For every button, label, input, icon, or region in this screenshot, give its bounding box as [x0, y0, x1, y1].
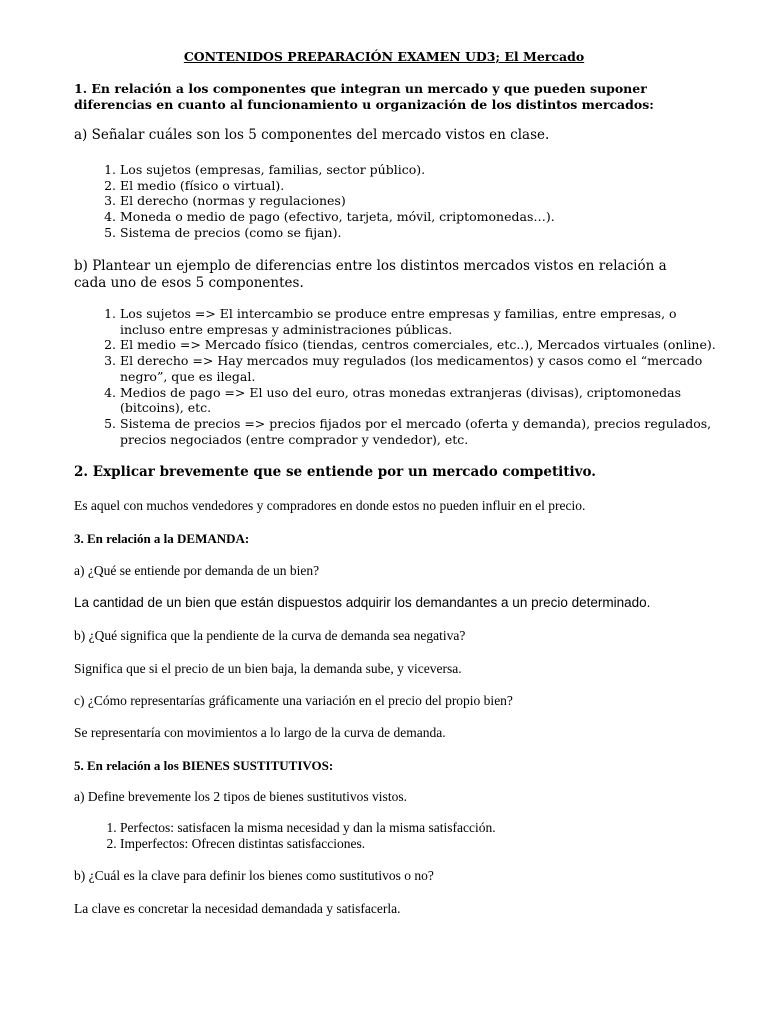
list-item: 2. El medio (físico o virtual).: [120, 178, 720, 194]
q1-a-question: a) Señalar cuáles son los 5 componentes del mercado vistos en clase.: [74, 127, 550, 143]
list-item: 1. Los sujetos => El intercambio se produce entre empresas y familias, entre empresas, o incluso entre empresas y administraciones públicas.: [120, 306, 720, 337]
q3-b-answer: Significa que si el precio de un bien baja, la demanda sube, y viceversa.: [74, 661, 462, 676]
list-item: 2. Imperfectos: Ofrecen distintas satisfacciones.: [120, 836, 720, 852]
list-item: 4. Moneda o medio de pago (efectivo, tarjeta, móvil, criptomonedas…).: [120, 209, 720, 225]
q3-b-question: b) ¿Qué significa que la pendiente de la curva de demanda sea negativa?: [74, 628, 466, 643]
list-item: 5. Sistema de precios => precios fijados por el mercado (oferta y demanda), precios regulados, precios negociados (entre comprador y vendedor), etc.: [120, 416, 720, 447]
list-item: 2. El medio => Mercado físico (tiendas, centros comerciales, etc..), Mercados virtuales (online).: [120, 337, 720, 353]
q5-heading: 5. En relación a los BIENES SUSTITUTIVOS:: [74, 758, 334, 773]
list-item: 4. Medios de pago => El uso del euro, otras monedas extranjeras (divisas), criptomonedas (bitcoins), etc.: [120, 385, 720, 416]
list-item: 3. El derecho => Hay mercados muy regulados (los medicamentos) y casos como el “mercado negro”, que es ilegal.: [120, 353, 720, 384]
q5-a-list: [97, 820, 720, 852]
q5-b-answer: La clave es concretar la necesidad demandada y satisfacerla.: [74, 901, 401, 916]
list-item: 1. Perfectos: satisfacen la misma necesidad y dan la misma satisfacción.: [120, 820, 720, 836]
q3-a-answer: La cantidad de un bien que están dispuestos adquirir los demandantes a un precio determinado.: [74, 595, 651, 610]
q1-heading: 1. En relación a los componentes que integran un mercado y que pueden suponer diferencias en cuanto al funcionamiento u organización de los distintos mercados:: [74, 81, 654, 112]
list-item: 1. Los sujetos (empresas, familias, sector público).: [120, 162, 720, 178]
q1-b-question: b) Plantear un ejemplo de diferencias entre los distintos mercados vistos en relación a cada uno de esos 5 componentes.: [74, 258, 667, 291]
q3-c-question: c) ¿Cómo representarías gráficamente una variación en el precio del propio bien?: [74, 693, 513, 708]
q3-c-answer: Se representaría con movimientos a lo largo de la curva de demanda.: [74, 725, 446, 740]
q2-answer: Es aquel con muchos vendedores y compradores en donde estos no pueden influir en el precio.: [74, 498, 586, 513]
q3-heading: 3. En relación a la DEMANDA:: [74, 531, 250, 546]
q1-a-list: [97, 162, 720, 241]
list-item: 5. Sistema de precios (como se fijan).: [120, 225, 720, 241]
q5-b-question: b) ¿Cuál es la clave para definir los bienes como sustitutivos o no?: [74, 868, 434, 883]
list-item: 3. El derecho (normas y regulaciones): [120, 193, 720, 209]
document-title: CONTENIDOS PREPARACIÓN EXAMEN UD3; El Mercado: [183, 49, 585, 64]
q2-heading: 2. Explicar brevemente que se entiende por un mercado competitivo.: [74, 464, 596, 480]
q3-a-question: a) ¿Qué se entiende por demanda de un bien?: [74, 563, 320, 578]
q5-a-question: a) Define brevemente los 2 tipos de bienes sustitutivos vistos.: [74, 789, 407, 804]
q1-b-list: [97, 306, 720, 447]
